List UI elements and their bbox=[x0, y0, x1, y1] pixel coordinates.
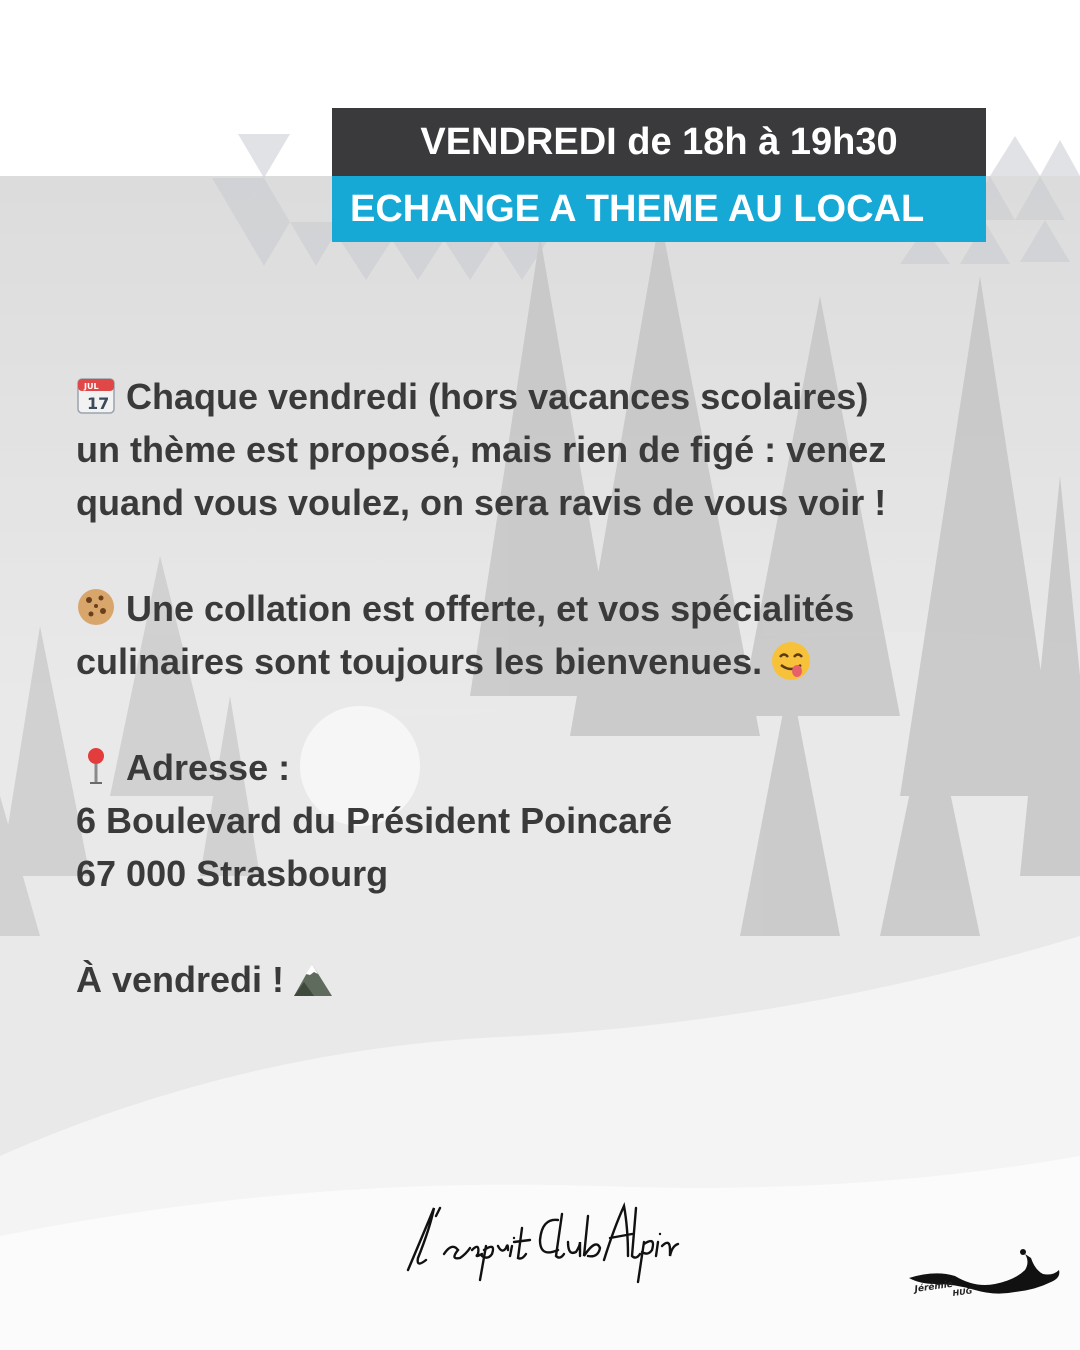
yum-face-icon bbox=[770, 640, 812, 682]
snack-paragraph bbox=[76, 582, 1036, 688]
jeremie-hug-logo bbox=[905, 1240, 1065, 1310]
schedule-text: VENDREDI de 18h à 19h30 bbox=[420, 120, 898, 163]
theme-banner bbox=[332, 176, 986, 242]
closing-text: À vendredi ! bbox=[76, 959, 285, 1000]
address-paragraph bbox=[76, 741, 1036, 900]
theme-text: ECHANGE A THEME AU LOCAL bbox=[350, 187, 925, 230]
post-body bbox=[76, 370, 1036, 1059]
address-label: Adresse : bbox=[126, 747, 291, 788]
schedule-banner bbox=[332, 108, 986, 176]
cookie-icon bbox=[76, 587, 116, 627]
closing-paragraph bbox=[76, 953, 1036, 1006]
snack-line-1: Une collation est offerte, et vos spécialités bbox=[126, 588, 855, 629]
pin-icon bbox=[76, 746, 116, 786]
intro-paragraph bbox=[76, 370, 1036, 529]
address-city: 67 000 Strasbourg bbox=[76, 853, 389, 894]
club-signature bbox=[400, 1198, 680, 1288]
svg-text:JUL: JUL bbox=[84, 382, 99, 391]
svg-text:17: 17 bbox=[87, 394, 110, 413]
intro-line-2: un thème est proposé, mais rien de figé : venez bbox=[76, 429, 887, 470]
address-street: 6 Boulevard du Président Poincaré bbox=[76, 800, 673, 841]
calendar-icon bbox=[76, 375, 116, 415]
logo-text-1: Jérémie bbox=[914, 1279, 954, 1295]
snack-line-2: culinaires sont toujours les bienvenues. bbox=[76, 641, 763, 682]
intro-line-1: Chaque vendredi (hors vacances scolaires) bbox=[126, 376, 869, 417]
intro-line-3: quand vous voulez, on sera ravis de vous voir ! bbox=[76, 482, 887, 523]
mountain-icon bbox=[292, 958, 334, 1000]
logo-text-2: HUG bbox=[952, 1286, 973, 1298]
